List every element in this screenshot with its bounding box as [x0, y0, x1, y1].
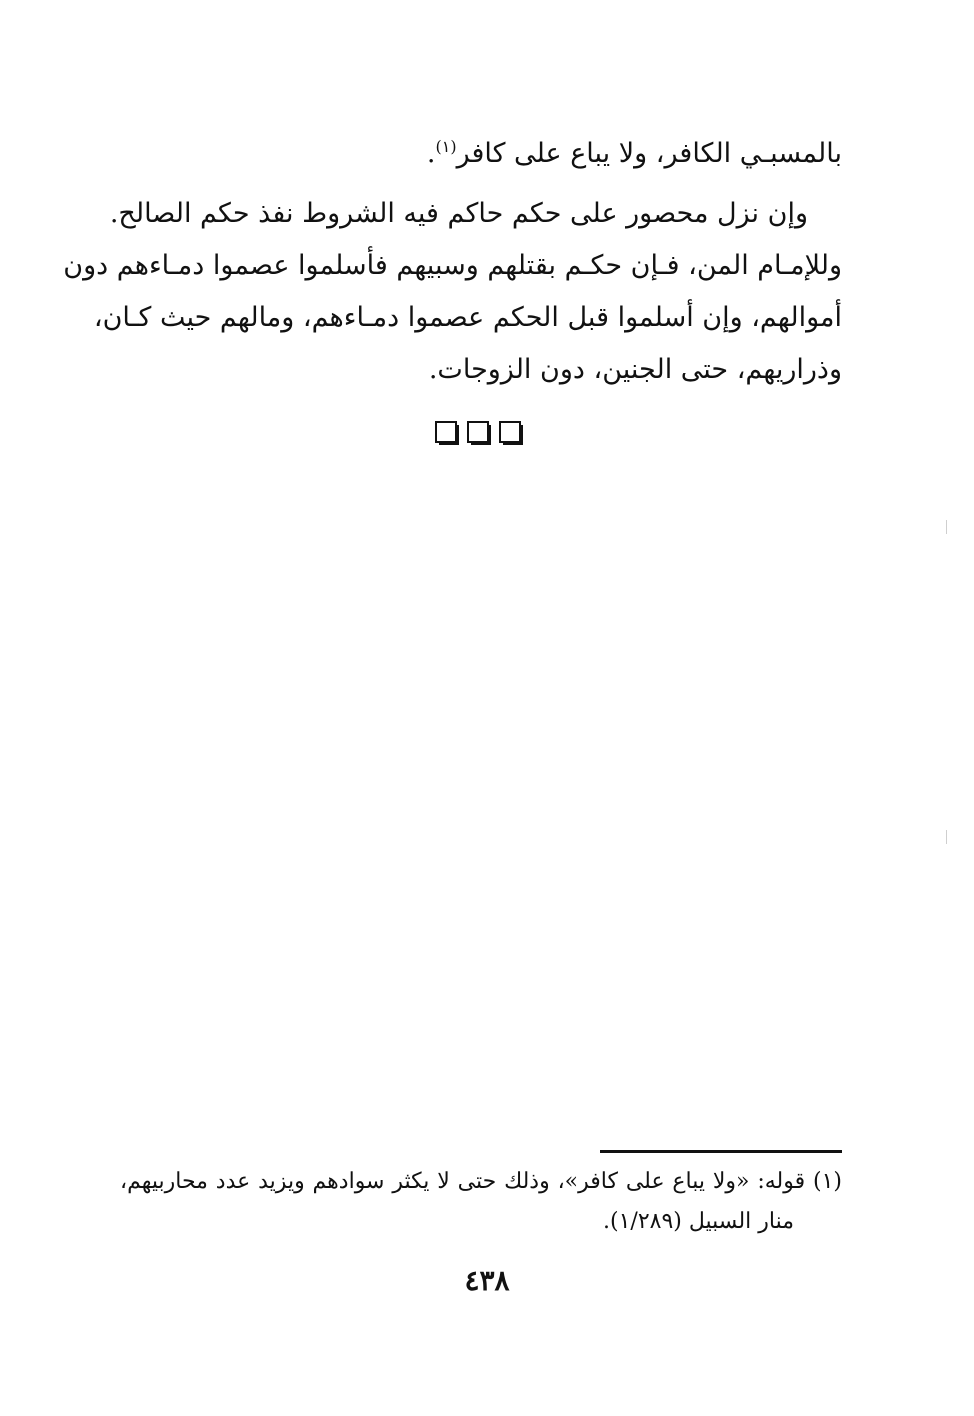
paragraph-2-line-3: أموالهم، وإن أسلموا قبل الحكم عصموا دمـاءهم، ومالهم حيث كـان،	[93, 302, 842, 333]
paragraph-1-line	[120, 128, 842, 180]
paragraph-2-line-2: وللإمـام المن، فـإن حكـم بقتلهم وسبيهم فأسلموا عصموا دمـاءهم دون	[63, 250, 842, 281]
separator-box-icon	[467, 421, 489, 443]
footnote	[120, 1162, 842, 1242]
section-separator	[435, 421, 535, 451]
footnote-line-2: منار السبيل (١/٢٨٩).	[603, 1209, 794, 1234]
paragraph-1-end: .	[426, 138, 436, 169]
separator-box-icon	[435, 421, 457, 443]
footnote-reference: (١)	[435, 137, 457, 156]
footnote-line-1: (١) قوله: «ولا يباع على كافر»، وذلك حتى لا يكثر سوادهم ويزيد عدد محاربيهم،	[120, 1169, 842, 1194]
page-number: ٤٣٨	[464, 1264, 510, 1297]
margin-mark	[946, 830, 947, 844]
paragraph-1	[120, 128, 842, 180]
paragraph-1-text: بالمسبـي الكافر، ولا يباع على كافر	[456, 138, 842, 169]
margin-mark	[946, 520, 947, 534]
paragraph-2-line-1: وإن نزل محصور على حكم حاكم فيه الشروط نفذ حكم الصالح.	[109, 198, 808, 229]
paragraph-2	[63, 188, 842, 396]
paragraph-2-line-4: وذراريهم، حتى الجنين، دون الزوجات.	[428, 354, 842, 385]
separator-box-icon	[499, 421, 521, 443]
footnote-divider	[600, 1150, 842, 1153]
